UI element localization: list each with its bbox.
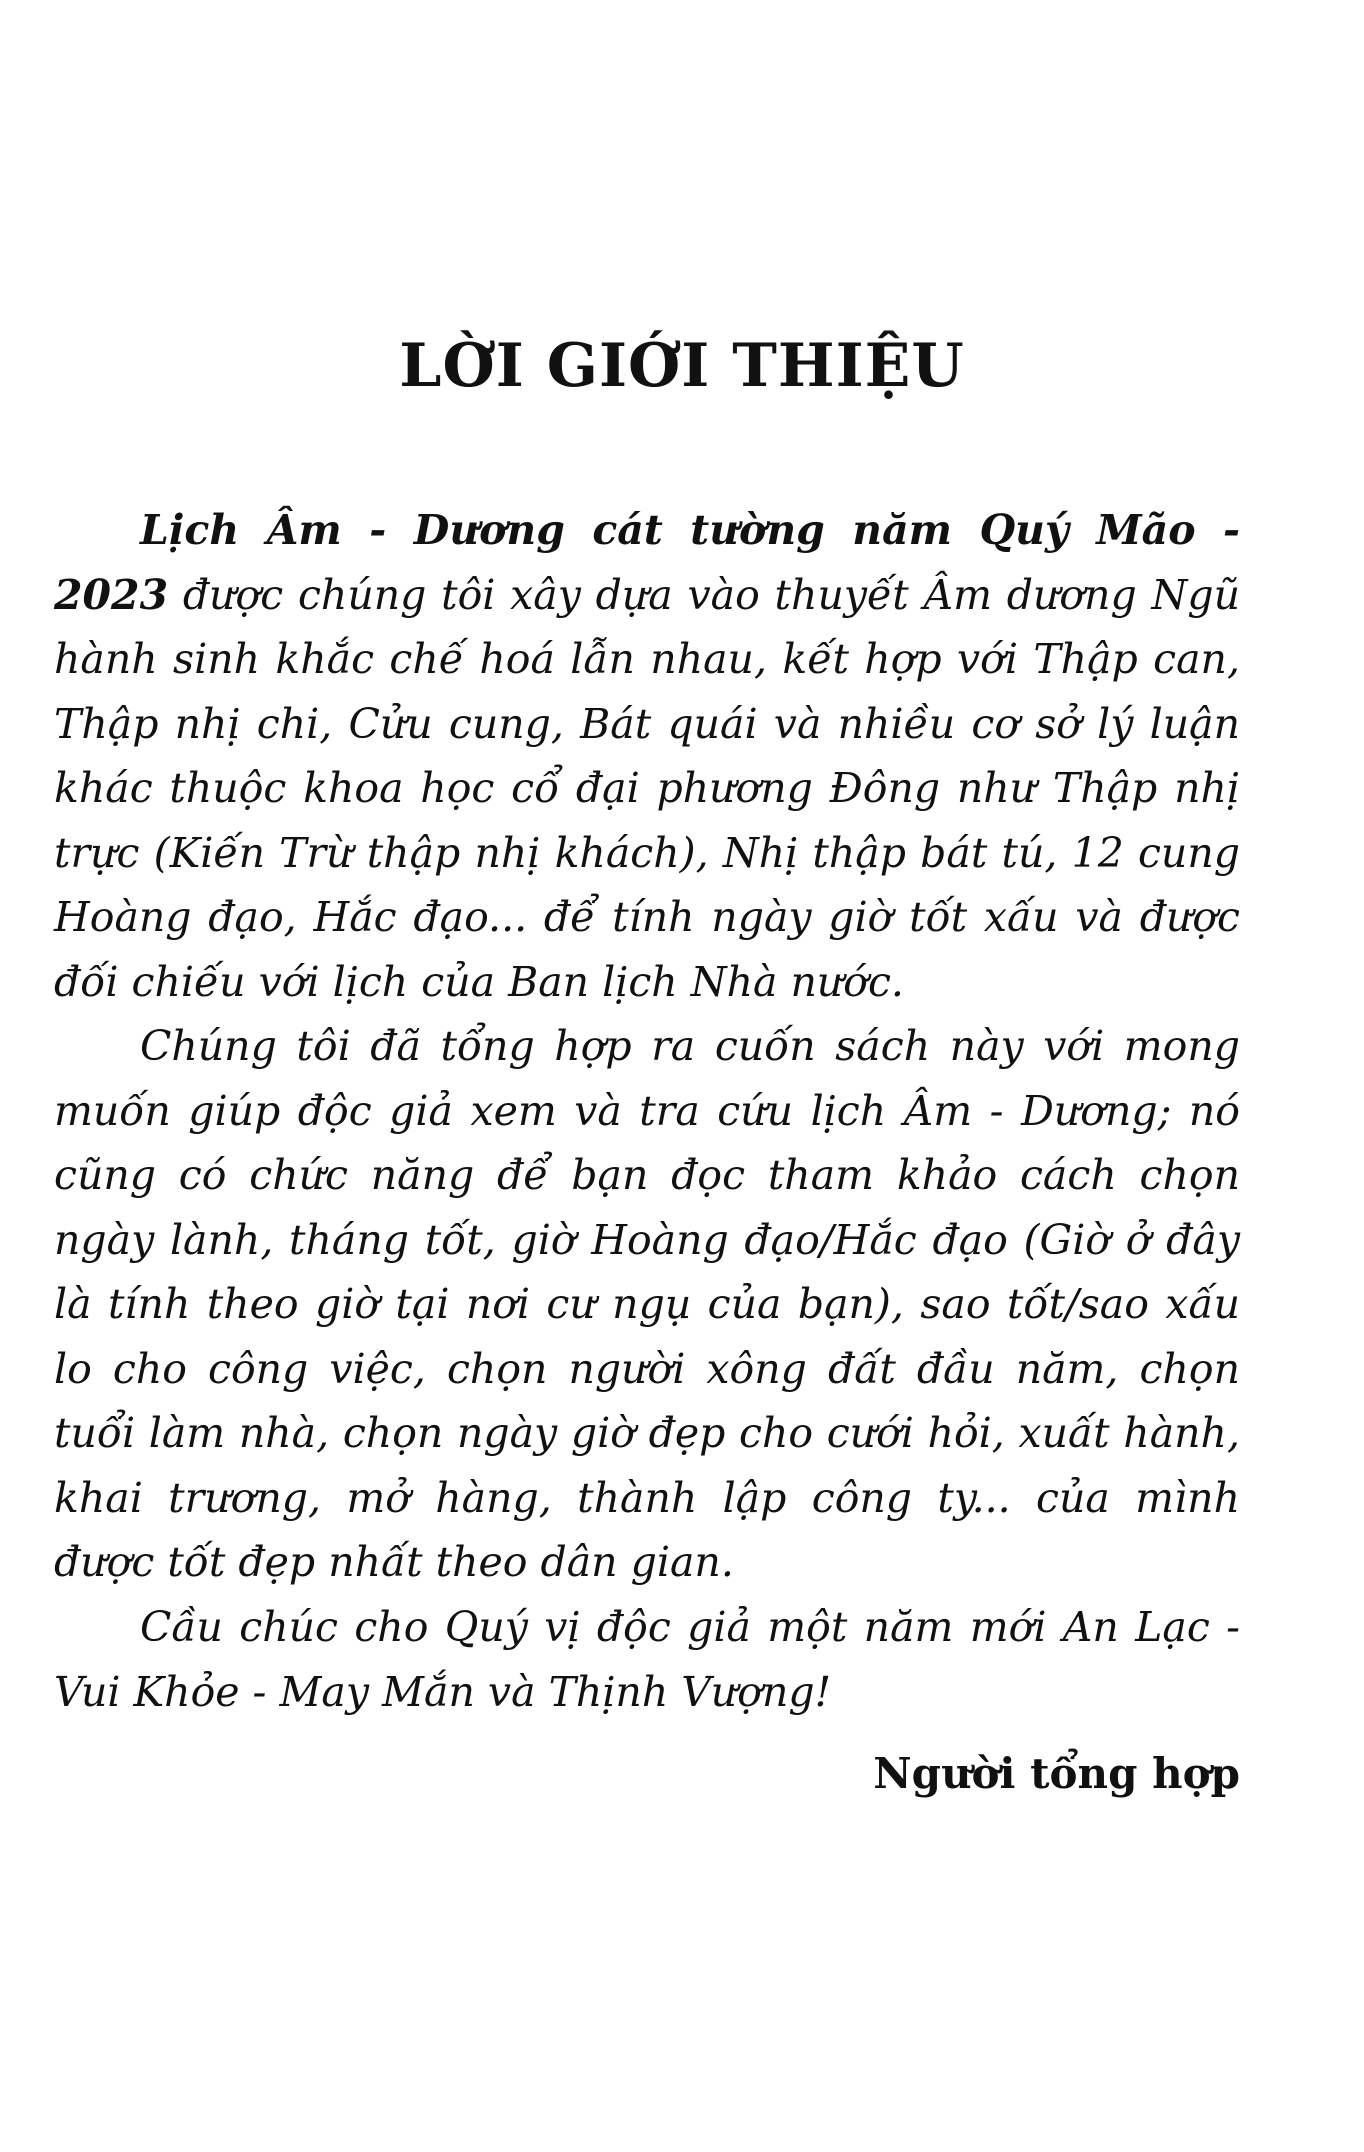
author-signature: Người tổng hợp: [873, 1749, 1240, 1798]
intro-paragraph-1: [54, 498, 1240, 1014]
intro-lead-text: Lịch Âm - Dương cát tường năm Quý Mão - 2023: [54, 506, 1240, 619]
intro-paragraph-1-text: được chúng tôi xây dựa vào thuyết Âm dương Ngũ hành sinh khắc chế hoá lẫn nhau, kết hợp với Thập can, Thập nhị chi, Cửu cung, Bát quái và nhiều cơ sở lý luận khác thuộc khoa học cổ đại phương Đông như Thập nhị trực (Kiến Trừ thập nhị khách), Nhị thập bát tú, 12 cung Hoàng đạo, Hắc đạo... để tính ngày giờ tốt xấu và được đối chiếu với lịch của Ban lịch Nhà nước.: [54, 570, 1240, 1006]
page-title: LỜI GIỚI THIỆU: [399, 331, 965, 401]
intro-paragraph-2: Chúng tôi đã tổng hợp ra cuốn sách này với mong muốn giúp độc giả xem và tra cứu lịch Âm - Dương; nó cũng có chức năng để bạn đọc tham khảo cách chọn ngày lành, tháng tốt, giờ Hoàng đạo/Hắc đạo (Giờ ở đây là tính theo giờ tại nơi cư ngụ của bạn), sao tốt/sao xấu lo cho công việc, chọn người xông đất đầu năm, chọn tuổi làm nhà, chọn ngày giờ đẹp cho cưới hỏi, xuất hành, khai trương, mở hàng, thành lập công ty... của mình được tốt đẹp nhất theo dân gian.: [54, 1022, 1240, 1586]
intro-paragraph-3: Cầu chúc cho Quý vị độc giả một năm mới An Lạc - Vui Khỏe - May Mắn và Thịnh Vượng!: [54, 1603, 1240, 1716]
